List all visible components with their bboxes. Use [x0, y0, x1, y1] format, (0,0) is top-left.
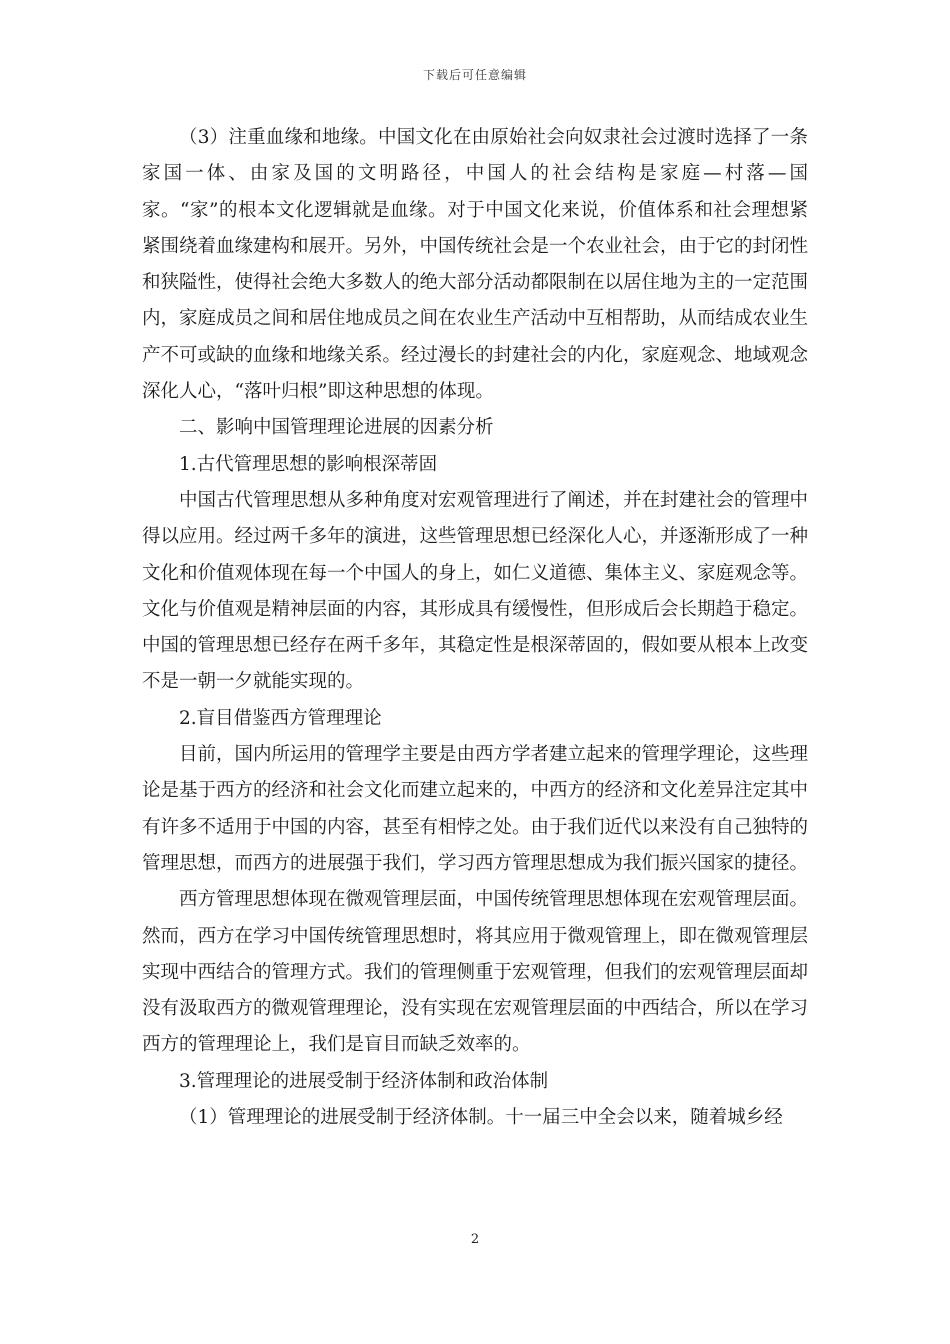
- subheading-economic-political: 3.管理理论的进展受制于经济体制和政治体制: [179, 1070, 549, 1092]
- paragraph-blood-and-land-ties: （3）注重血缘和地缘。中国文化在由原始社会向奴隶社会过渡时选择了一条家国一体、由家及国的文明路径，中国人的社会结构是家庭—村落—国家。“家”的根本文化逻辑就是血缘。对于中国文化来说，价值体系和社会理想紧紧围绕着血缘建构和展开。另外，中国传统社会是一个农业社会，由于它的封闭性和狭隘性，使得社会绝大多数人的绝大部分活动都限制在以居住地为主的一定范围内，家庭成员之间和居住地成员之间在农业生产活动中互相帮助，从而结成农业生产不可或缺的血缘和地缘关系。经过漫长的封建社会的内化，家庭观念、地域观念深化人心，“落叶归根”即这种思想的体现。: [142, 127, 809, 403]
- page-header: 下载后可任意编辑: [422, 68, 527, 82]
- paragraph-ancient-thought: 中国古代管理思想从多种角度对宏观管理进行了阐述，并在封建社会的管理中得以应用。经过两千多年的演进，这些管理思想已经深化人心，并逐渐形成了一种文化和价值观体现在每一个中国人的身上，如仁义道德、集体主义、家庭观念等。文化与价值观是精神层面的内容，其形成具有缓慢性，但形成后会长期趋于稳定。中国的管理思想已经存在两千多年，其稳定性是根深蒂固的，假如要从根本上改变不是一朝一夕就能实现的。: [142, 489, 809, 693]
- paragraph-western-theory: 目前，国内所运用的管理学主要是由西方学者建立起来的管理学理论，这些理论是基于西方的经济和社会文化而建立起来的，中西方的经济和文化差异注定其中有许多不适用于中国的内容，甚至有相悖之处。由于我们近代以来没有自己独特的管理思想，而西方的进展强于我们，学习西方管理思想成为我们振兴国家的捷径。: [142, 744, 809, 874]
- document-body: [142, 120, 808, 1136]
- section-heading-influencing-factors: 二、影响中国管理理论进展的因素分析: [179, 417, 494, 439]
- paragraph-economic-system: （1）管理理论的进展受制于经济体制。十一届三中全会以来，随着城乡经: [179, 1107, 783, 1129]
- subheading-western-theory: 2.盲目借鉴西方管理理论: [179, 707, 382, 729]
- paragraph-micro-macro: 西方管理思想体现在微观管理层面，中国传统管理思想体现在宏观管理层面。然而，西方在学习中国传统管理思想时，将其应用于微观管理上，即在微观管理层实现中西结合的管理方式。我们的管理侧重于宏观管理，但我们的宏观管理层面却没有汲取西方的微观管理理论，没有实现在宏观管理层面的中西结合，所以在学习西方的管理理论上，我们是盲目而缺乏效率的。: [142, 889, 809, 1056]
- page-number: 2: [470, 1232, 480, 1247]
- subheading-ancient-thought: 1.古代管理思想的影响根深蒂固: [179, 453, 438, 475]
